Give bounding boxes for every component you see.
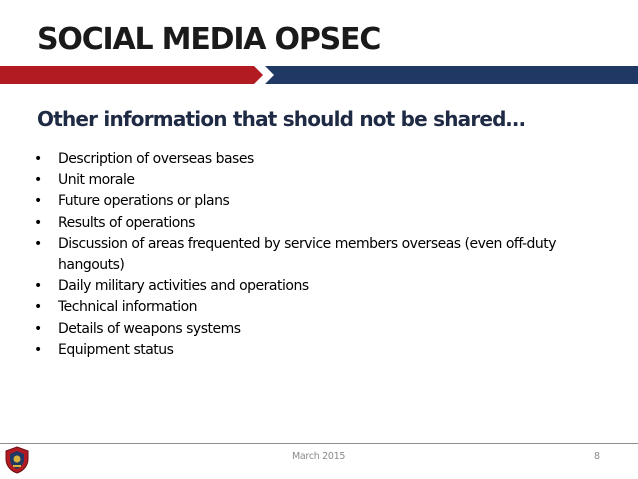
bullet-list xyxy=(34,149,624,361)
bullet-dot: • xyxy=(34,172,42,189)
bullet-text: Description of overseas bases xyxy=(58,151,254,167)
bullet-item xyxy=(34,340,624,361)
title-band-navy xyxy=(265,66,638,84)
bullet-item xyxy=(34,191,624,212)
footer-date: March 2015 xyxy=(292,451,346,462)
bullet-dot: • xyxy=(34,214,42,231)
bullet-dot: • xyxy=(34,235,42,252)
bullet-item xyxy=(34,276,624,297)
bullet-item xyxy=(34,170,624,191)
bullet-dot: • xyxy=(34,320,42,337)
bullet-text: Unit morale xyxy=(58,172,135,189)
slide-title: SOCIAL MEDIA OPSEC xyxy=(37,22,381,57)
bullet-dot: • xyxy=(34,193,42,210)
bullet-item xyxy=(34,213,624,234)
page-number: 8 xyxy=(594,451,601,462)
bullet-dot: • xyxy=(34,151,42,167)
bullet-text: Technical information xyxy=(58,299,198,316)
title-band-red xyxy=(0,66,263,84)
bullet-dot: • xyxy=(34,341,42,358)
bullet-text: Details of weapons systems xyxy=(58,320,241,337)
bullet-item xyxy=(34,297,624,318)
slide-subtitle: Other information that should not be shared… xyxy=(37,107,525,131)
bullet-item xyxy=(34,234,624,276)
bullet-item xyxy=(34,319,624,340)
title-band xyxy=(0,66,638,84)
bullet-dot: • xyxy=(34,299,42,316)
bullet-text: Results of operations xyxy=(58,214,195,231)
military-crest-icon xyxy=(4,446,30,474)
bullet-text: Equipment status xyxy=(58,341,174,358)
bullet-item xyxy=(34,149,624,170)
bullet-text: Daily military activities and operations xyxy=(58,278,309,295)
bullet-text: Future operations or plans xyxy=(58,193,230,210)
footer-rule xyxy=(0,443,638,444)
bullet-dot: • xyxy=(34,278,42,295)
bullet-text: Discussion of areas frequented by service members overseas (even off-duty hangouts) xyxy=(58,235,557,274)
